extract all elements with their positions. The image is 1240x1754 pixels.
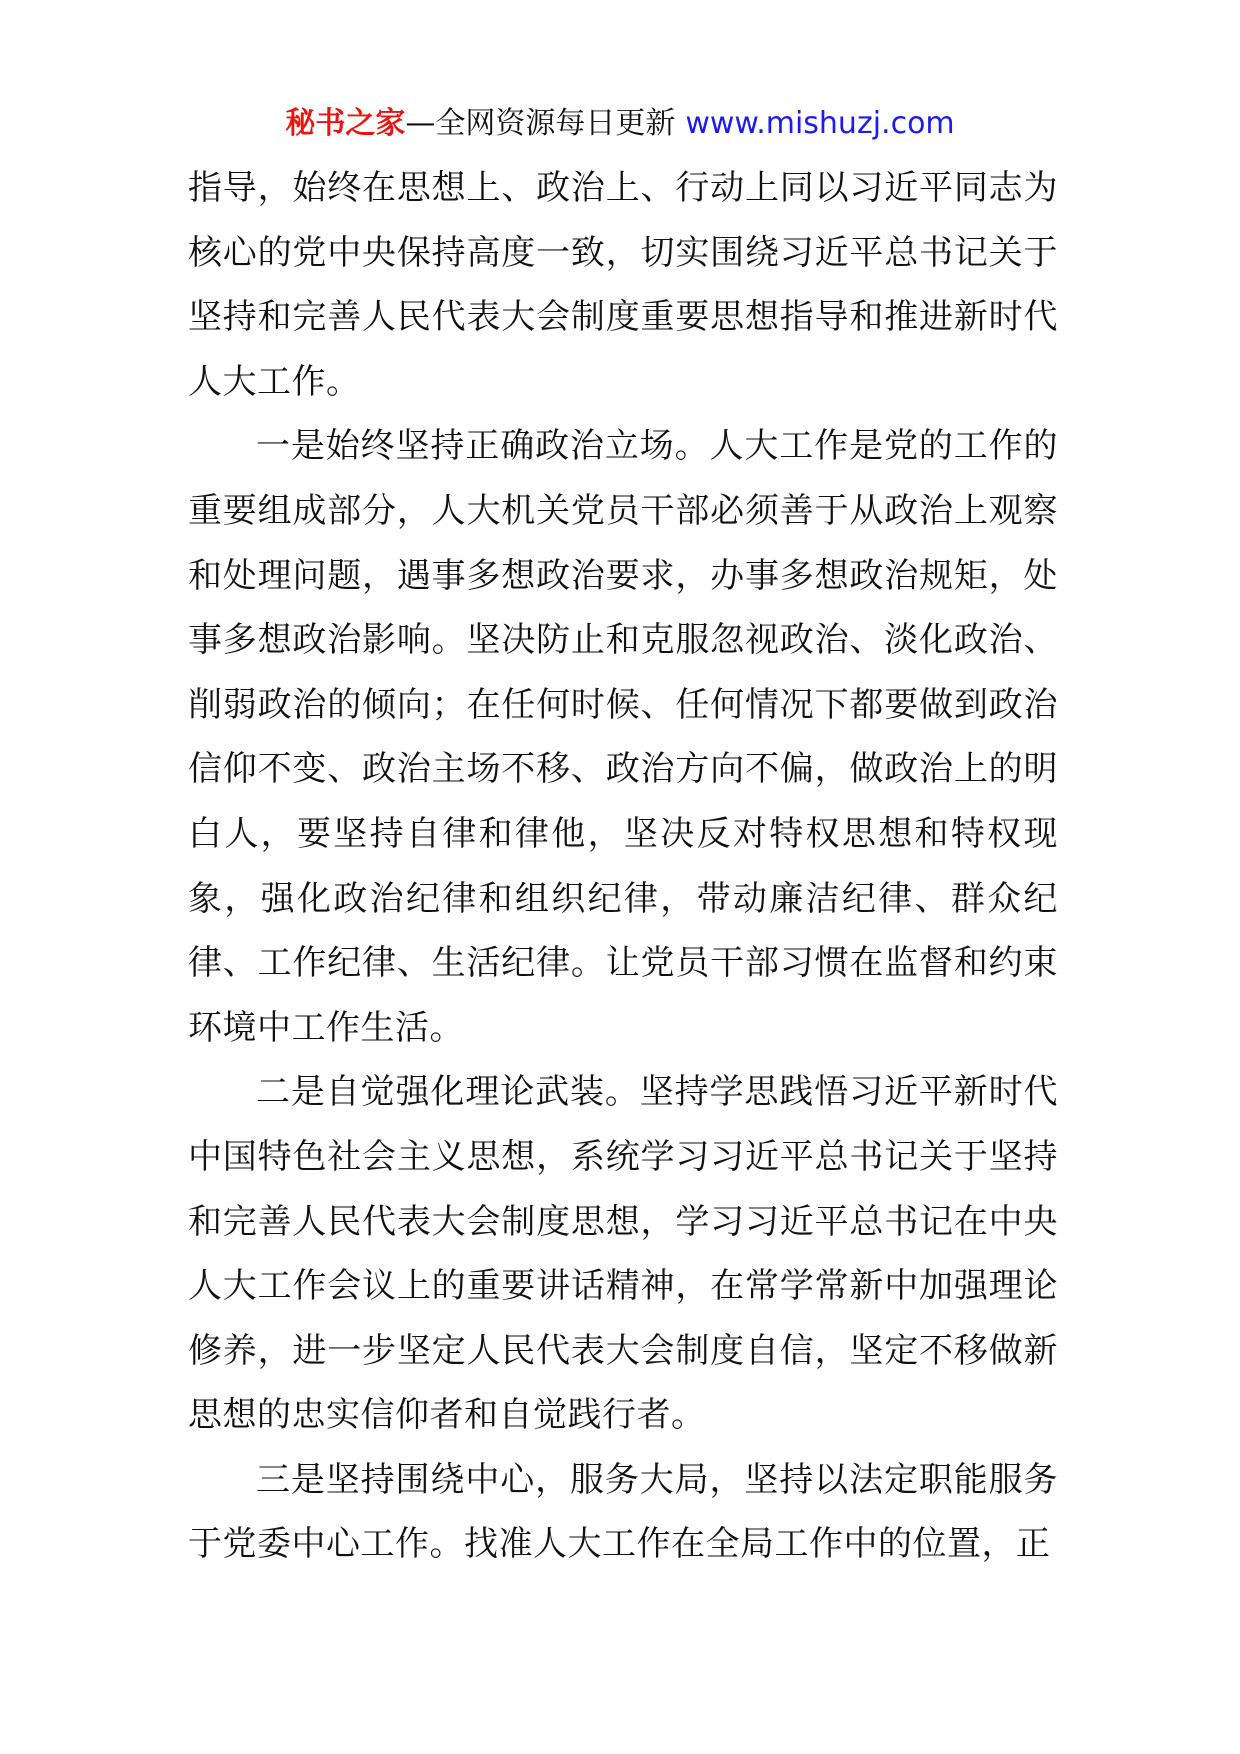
page-header <box>0 104 1240 144</box>
header-brand: 秘书之家 <box>285 106 406 141</box>
paragraph-theory-armament: 二是自觉强化理论武装。坚持学思践悟习近平新时代中国特色社会主义思想，系统学习习近平总书记关于坚持和完善人民代表大会制度思想，学习习近平总书记在中央人大工作会议上的重要讲话精神，在常学常新中加强理论修养，进一步坚定人民代表大会制度自信，坚定不移做新思想的忠实信仰者和自觉践行者。 <box>188 1072 1058 1436</box>
paragraph-serve-center: 三是坚持围绕中心，服务大局，坚持以法定职能服务于党委中心工作。找准人大工作在全局工作中的位置，正 <box>188 1459 1058 1565</box>
document-body <box>188 156 1058 1577</box>
header-slogan: —全网资源每日更新 <box>405 106 676 141</box>
header-url-link[interactable]: www.mishuzj.com <box>685 106 955 141</box>
paragraph-continuation: 指导，始终在思想上、政治上、行动上同以习近平同志为核心的党中央保持高度一致，切实围绕习近平总书记关于坚持和完善人民代表大会制度重要思想指导和推进新时代人大工作。 <box>188 168 1058 402</box>
paragraph-political-stance: 一是始终坚持正确政治立场。人大工作是党的工作的重要组成部分，人大机关党员干部必须善于从政治上观察和处理问题，遇事多想政治要求，办事多想政治规矩，处事多想政治影响。坚决防止和克服忽视政治、淡化政治、削弱政治的倾向；在任何时候、任何情况下都要做到政治信仰不变、政治主场不移、政治方向不偏，做政治上的明白人，要坚持自律和律他，坚决反对特权思想和特权现象，强化政治纪律和组织纪律，带动廉洁纪律、群众纪律、工作纪律、生活纪律。让党员干部习惯在监督和约束环境中工作生活。 <box>188 426 1058 1048</box>
